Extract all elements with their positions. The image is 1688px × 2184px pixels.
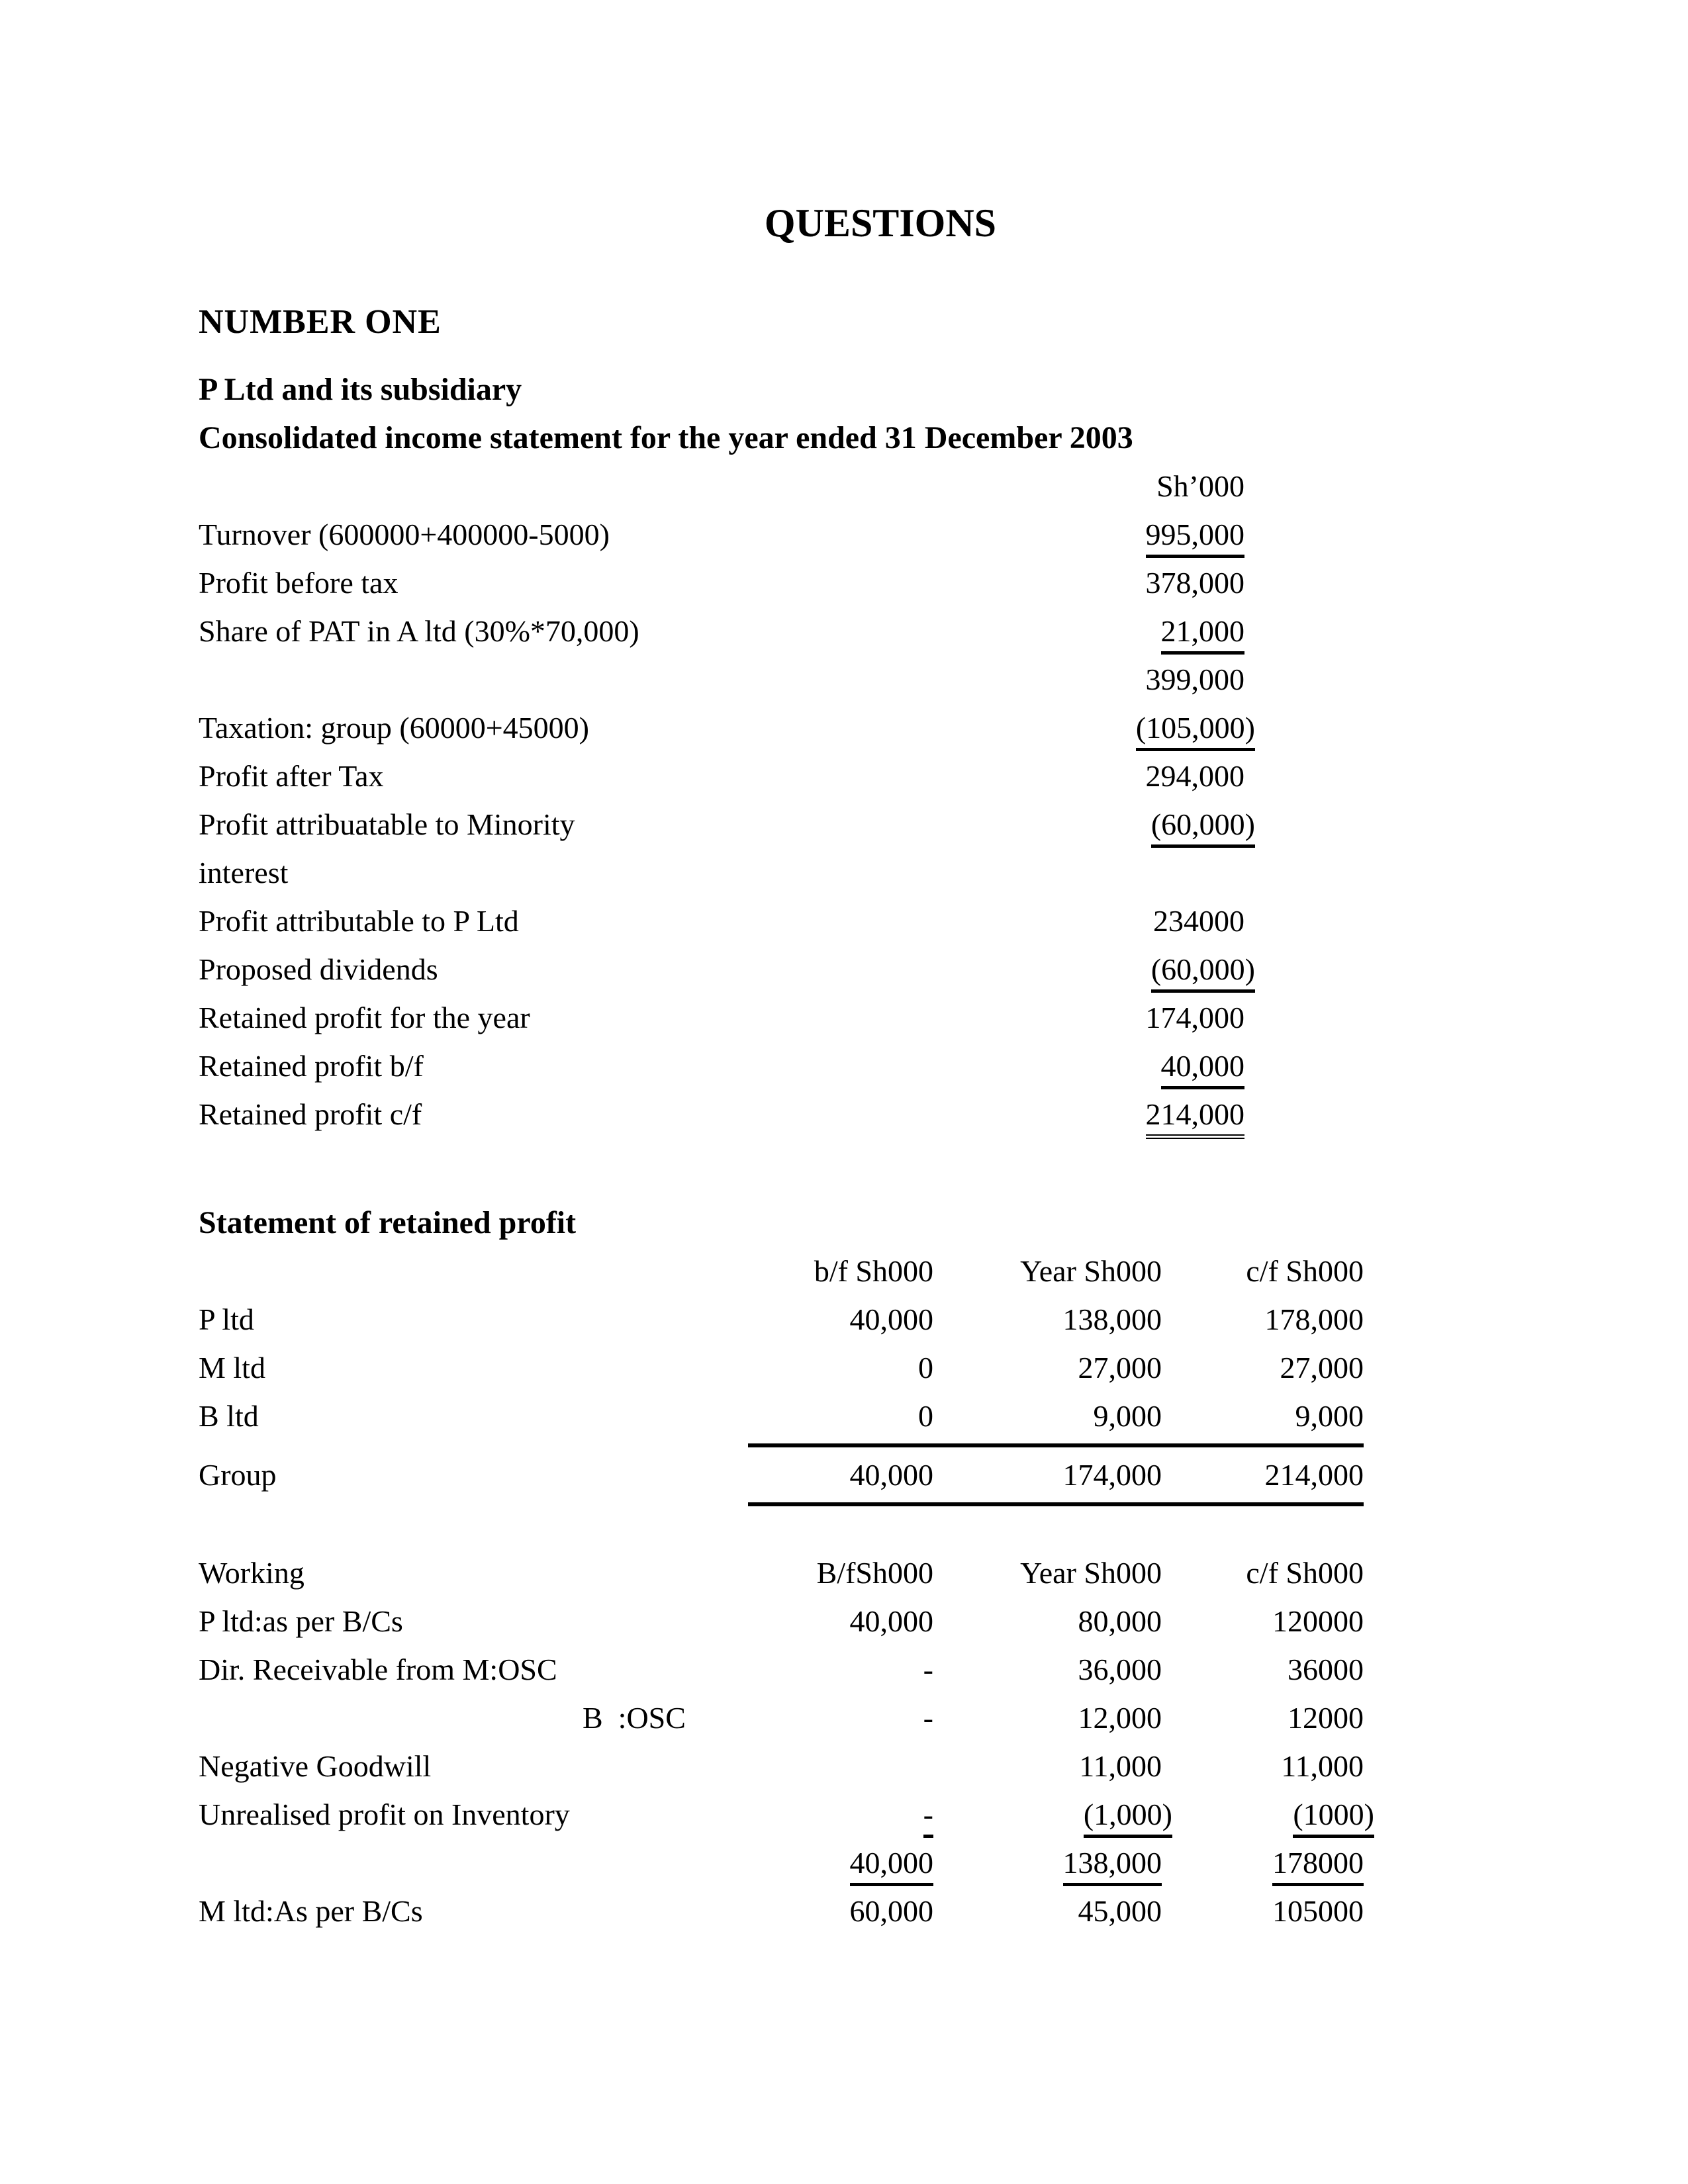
table-row-pltd: [199, 1295, 1364, 1343]
income-row-minority-cont: [199, 848, 1244, 897]
cell-label: Dir. Receivable from M:OSC: [199, 1653, 557, 1686]
row-label: Proposed dividends: [199, 952, 438, 986]
income-row-profit-before-tax: [199, 559, 1244, 607]
row-value: 399,000: [1145, 662, 1244, 696]
cell-label: B :OSC: [583, 1701, 686, 1735]
row-label: [199, 655, 993, 704]
cell-year: 12,000: [1078, 1701, 1162, 1735]
col-header-bf: B/fSh000: [816, 1556, 933, 1590]
table-row-group: [199, 1451, 1364, 1499]
table-row-totals: [199, 1839, 1364, 1887]
table-row-negative-goodwill: [199, 1742, 1364, 1790]
cell-bf: 40,000: [849, 1458, 933, 1492]
table-divider: [748, 1502, 1364, 1506]
table-row-bltd: [199, 1392, 1364, 1440]
cell-label: P ltd:as per B/Cs: [199, 1604, 403, 1638]
income-row-share-of-pat: [199, 607, 1244, 655]
company-heading: P Ltd and its subsidiary: [199, 372, 522, 407]
row-label: Retained profit b/f: [199, 1049, 424, 1083]
income-statement: [199, 462, 1255, 1139]
cell-label: P ltd: [199, 1302, 254, 1336]
retained-profit-heading: Statement of retained profit: [199, 1205, 577, 1240]
cell-label: [199, 1247, 748, 1295]
table-row-dir-receivable: [199, 1645, 1364, 1694]
cell-year: 9,000: [1093, 1399, 1162, 1433]
row-value: 174,000: [1145, 1001, 1244, 1034]
cell-bf: -: [748, 1790, 933, 1839]
col-header-year: Year Sh000: [1020, 1556, 1162, 1590]
cell-bf: 0: [918, 1351, 933, 1385]
cell-label: M ltd: [199, 1351, 265, 1385]
cell-cf: 178,000: [1264, 1302, 1364, 1336]
income-row-retained-cf: [199, 1090, 1244, 1139]
table-header-row: [199, 1549, 1364, 1597]
col-header-cf: c/f Sh000: [1246, 1254, 1364, 1288]
row-value: 378,000: [1145, 566, 1244, 600]
cell-label: Negative Goodwill: [199, 1749, 432, 1783]
col-header-year: Year Sh000: [1020, 1254, 1162, 1288]
cell-bf: -: [923, 1701, 933, 1735]
row-value: (60,000): [993, 945, 1244, 993]
income-row-retained-bf: [199, 1042, 1244, 1090]
cell-label: Group: [199, 1458, 277, 1492]
row-label: Retained profit c/f: [199, 1097, 422, 1131]
cell-cf: 120000: [1272, 1604, 1364, 1638]
cell-cf: 105000: [1272, 1894, 1364, 1928]
retained-profit-table: [199, 1247, 1364, 1506]
cell-bf: 60,000: [849, 1894, 933, 1928]
currency-header-row: [199, 462, 1244, 510]
cell-year: 11,000: [1079, 1749, 1162, 1783]
cell-bf: 40,000: [748, 1839, 933, 1887]
statement-heading: Consolidated income statement for the year ended 31 December 2003: [199, 420, 1133, 455]
cell-year: (1,000): [933, 1790, 1162, 1839]
row-value: 21,000: [993, 607, 1244, 655]
section-heading: NUMBER ONE: [199, 303, 442, 341]
cell-year: 36,000: [1078, 1653, 1162, 1686]
cell-cf: 27,000: [1280, 1351, 1364, 1385]
row-value: 995,000: [993, 510, 1244, 559]
cell-year: 174,000: [1062, 1458, 1162, 1492]
income-row-minority: [199, 800, 1255, 848]
cell-label: [199, 1839, 748, 1887]
row-value: 214,000: [993, 1090, 1244, 1139]
cell-cf: 9,000: [1295, 1399, 1364, 1433]
row-label: Profit before tax: [199, 566, 399, 600]
cell-year: 27,000: [1078, 1351, 1162, 1385]
row-label: [199, 462, 993, 510]
income-row-profit-after-tax: [199, 752, 1244, 800]
table-divider: [748, 1443, 1364, 1447]
cell-cf: (1000): [1162, 1790, 1364, 1839]
cell-bf: 40,000: [849, 1302, 933, 1336]
cell-cf: 36000: [1288, 1653, 1364, 1686]
row-label: Profit after Tax: [199, 759, 384, 793]
cell-year: 138,000: [1062, 1302, 1162, 1336]
table-row-mltd: [199, 1343, 1364, 1392]
cell-bf: [748, 1742, 933, 1790]
row-label: interest: [199, 856, 289, 889]
row-label: Profit attribuatable to Minority: [199, 807, 575, 841]
row-label: Turnover (600000+400000-5000): [199, 518, 610, 551]
row-value: 294,000: [1145, 759, 1244, 793]
cell-cf: 214,000: [1264, 1458, 1364, 1492]
cell-label: Unrealised profit on Inventory: [199, 1797, 570, 1831]
income-row-turnover: [199, 510, 1244, 559]
row-value: [993, 848, 1244, 897]
row-value: 40,000: [993, 1042, 1244, 1090]
cell-cf: 11,000: [1281, 1749, 1364, 1783]
col-header-bf: b/f Sh000: [814, 1254, 933, 1288]
row-value: 234000: [1153, 904, 1244, 938]
working-heading: Working: [199, 1556, 305, 1590]
cell-year: 138,000: [933, 1839, 1162, 1887]
income-row-proposed-dividends: [199, 945, 1255, 993]
cell-bf: 40,000: [849, 1604, 933, 1638]
cell-year: 80,000: [1078, 1604, 1162, 1638]
row-value: (105,000): [993, 704, 1244, 752]
page-title: QUESTIONS: [764, 201, 997, 245]
income-row-retained-year: [199, 993, 1244, 1042]
table-row-pltd-bcs: [199, 1597, 1364, 1645]
row-label: Retained profit for the year: [199, 1001, 530, 1034]
table-row-mltd-bcs: [199, 1887, 1364, 1935]
income-row-attributable-pltd: [199, 897, 1244, 945]
cell-label: M ltd:As per B/Cs: [199, 1894, 423, 1928]
table-header-row: [199, 1247, 1364, 1295]
working-table: [199, 1549, 1374, 1935]
cell-bf: -: [923, 1653, 933, 1686]
row-label: Taxation: group (60000+45000): [199, 711, 589, 745]
row-value: (60,000): [993, 800, 1244, 848]
cell-bf: 0: [918, 1399, 933, 1433]
cell-cf: 178000: [1162, 1839, 1364, 1887]
cell-label: B ltd: [199, 1399, 259, 1433]
income-row-subtotal: [199, 655, 1244, 704]
income-row-taxation: [199, 704, 1255, 752]
currency-header: Sh’000: [1156, 469, 1244, 503]
col-header-cf: c/f Sh000: [1246, 1556, 1364, 1590]
row-label: Share of PAT in A ltd (30%*70,000): [199, 614, 639, 648]
table-row-b-osc: [199, 1694, 1364, 1742]
cell-year: 45,000: [1078, 1894, 1162, 1928]
row-label: Profit attributable to P Ltd: [199, 904, 519, 938]
cell-cf: 12000: [1288, 1701, 1364, 1735]
table-row-unrealised-profit: [199, 1790, 1374, 1839]
